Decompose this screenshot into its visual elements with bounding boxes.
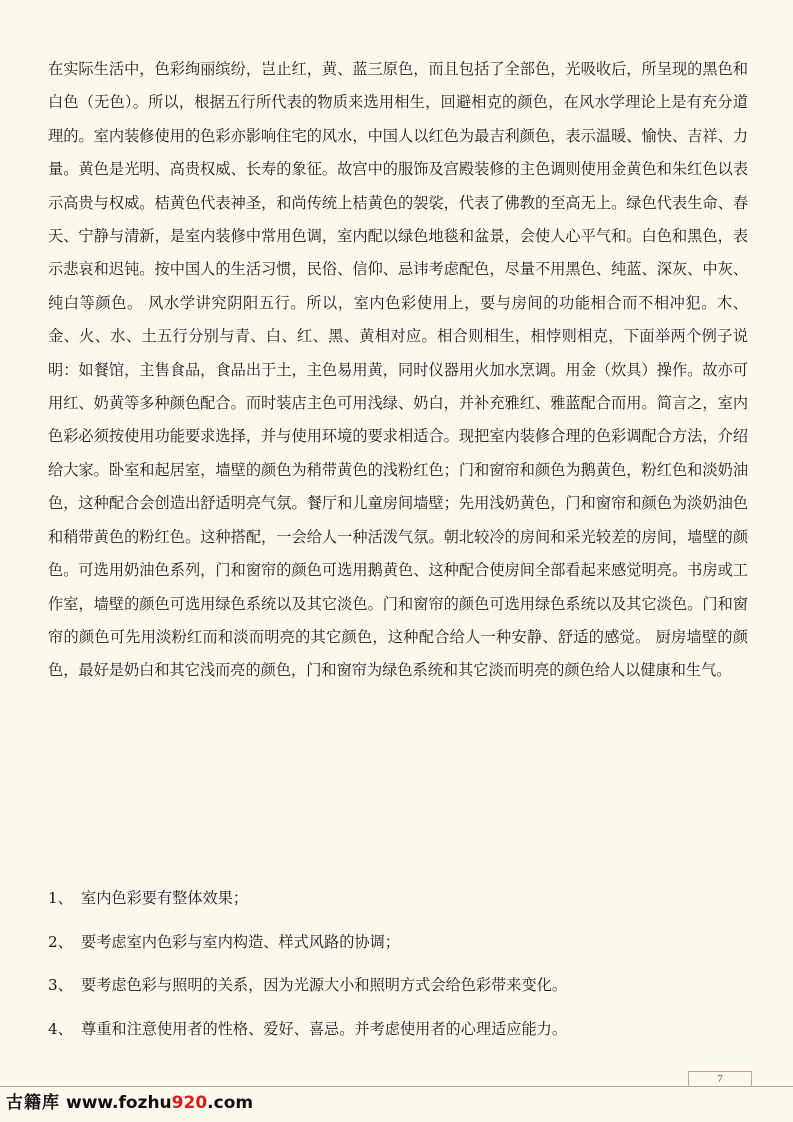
list-item-text: 要考虑色彩与照明的关系，因为光源大小和照明方式会给色彩带来变化。: [81, 976, 567, 995]
list-item-text: 要考虑室内色彩与室内构造、样式风路的协调；: [81, 932, 400, 951]
site-watermark: [6, 1090, 253, 1116]
list-item-number: 3、: [48, 976, 73, 995]
watermark-url-suffix: .com: [207, 1093, 254, 1113]
list-item-number: 1、: [48, 889, 73, 907]
list-item: [48, 1013, 748, 1057]
page-number: 7: [688, 1071, 752, 1087]
watermark-site-name: 古籍库: [6, 1093, 60, 1113]
list-item: [48, 969, 748, 1013]
watermark-url-number: 920: [171, 1093, 208, 1113]
footer-divider: [0, 1086, 793, 1087]
watermark-url-prefix: www.fozhu: [66, 1093, 172, 1113]
list-item: [48, 926, 748, 970]
list-item: [48, 882, 748, 926]
list-item-text: 尊重和注意使用者的性格、爱好、喜忌。并考虑使用者的心理适应能力。: [81, 1020, 567, 1039]
list-item-number: 4、: [48, 1020, 73, 1039]
body-paragraph: 在实际生活中，色彩绚丽缤纷，岂止红，黄、蓝三原色，而且包括了全部色，光吸收后，所呈现的黑色和白色（无色）。所以，根据五行所代表的物质来选用相生，回避相克的颜色，在风水学理论上是有充分道理的。室内装修使用的色彩亦影响住宅的风水，中国人以红色为最吉利颜色，表示温暖、愉快、吉祥、力量。黄色是光明、高贵权威、长寿的象征。故宫中的服饰及宫殿装修的主色调则使用金黄色和朱红色以表示高贵与权威。桔黄色代表神圣，和尚传统上桔黄色的袈裟，代表了佛教的至高无上。绿色代表生命、春天、宁静与清新，是室内装修中常用色调，室内配以绿色地毯和盆景，会使人心平气和。白色和黑色，表示悲哀和迟钝。按中国人的生活习惯，民俗、信仰、忌讳考虑配色，尽量不用黑色、纯蓝、深灰、中灰、纯白等颜色。 风水学讲究阴阳五行。所以，室内色彩使用上，要与房间的功能相合而不相冲犯。木、金、火、水、土五行分别与青、白、红、黑、黄相对应。相合则相生，相悖则相克，下面举两个例子说明：如餐馆，主售食品，食品出于土，主色易用黄，同时仪器用火加水烹调。用金（炊具）操作。故亦可用红、奶黄等多种颜色配合。而时装店主色可用浅绿、奶白，并补充雅红、雅蓝配合而用。简言之，室内色彩必须按使用功能要求选择，并与使用环境的要求相适合。现把室内装修合理的色彩调配合方法，介绍给大家。卧室和起居室，墙壁的颜色为稍带黄色的浅粉红色；门和窗帘和颜色为鹅黄色，粉红色和淡奶油色，这种配合会创造出舒适明亮气氛。餐厅和儿童房间墙壁；先用浅奶黄色，门和窗帘和颜色为淡奶油色和稍带黄色的粉红色。这种搭配，一会给人一种活泼气氛。朝北较冷的房间和采光较差的房间，墙壁的颜色。可选用奶油色系列，门和窗帘的颜色可选用鹅黄色、这种配合使房间全部看起来感觉明亮。书房或工作室，墙壁的颜色可选用绿色系统以及其它淡色。门和窗帘的颜色可选用绿色系统以及其它淡色。门和窗帘的颜色可先用淡粉红而和淡而明亮的其它颜色，这种配合给人一种安静、舒适的感觉。 厨房墙壁的颜色，最好是奶白和其它浅而亮的颜色，门和窗帘为绿色系统和其它淡而明亮的颜色给人以健康和生气。: [48, 60, 748, 680]
list-item-text: 室内色彩要有整体效果；: [81, 889, 249, 907]
numbered-list: [48, 882, 748, 1057]
list-item-number: 2、: [48, 932, 73, 951]
